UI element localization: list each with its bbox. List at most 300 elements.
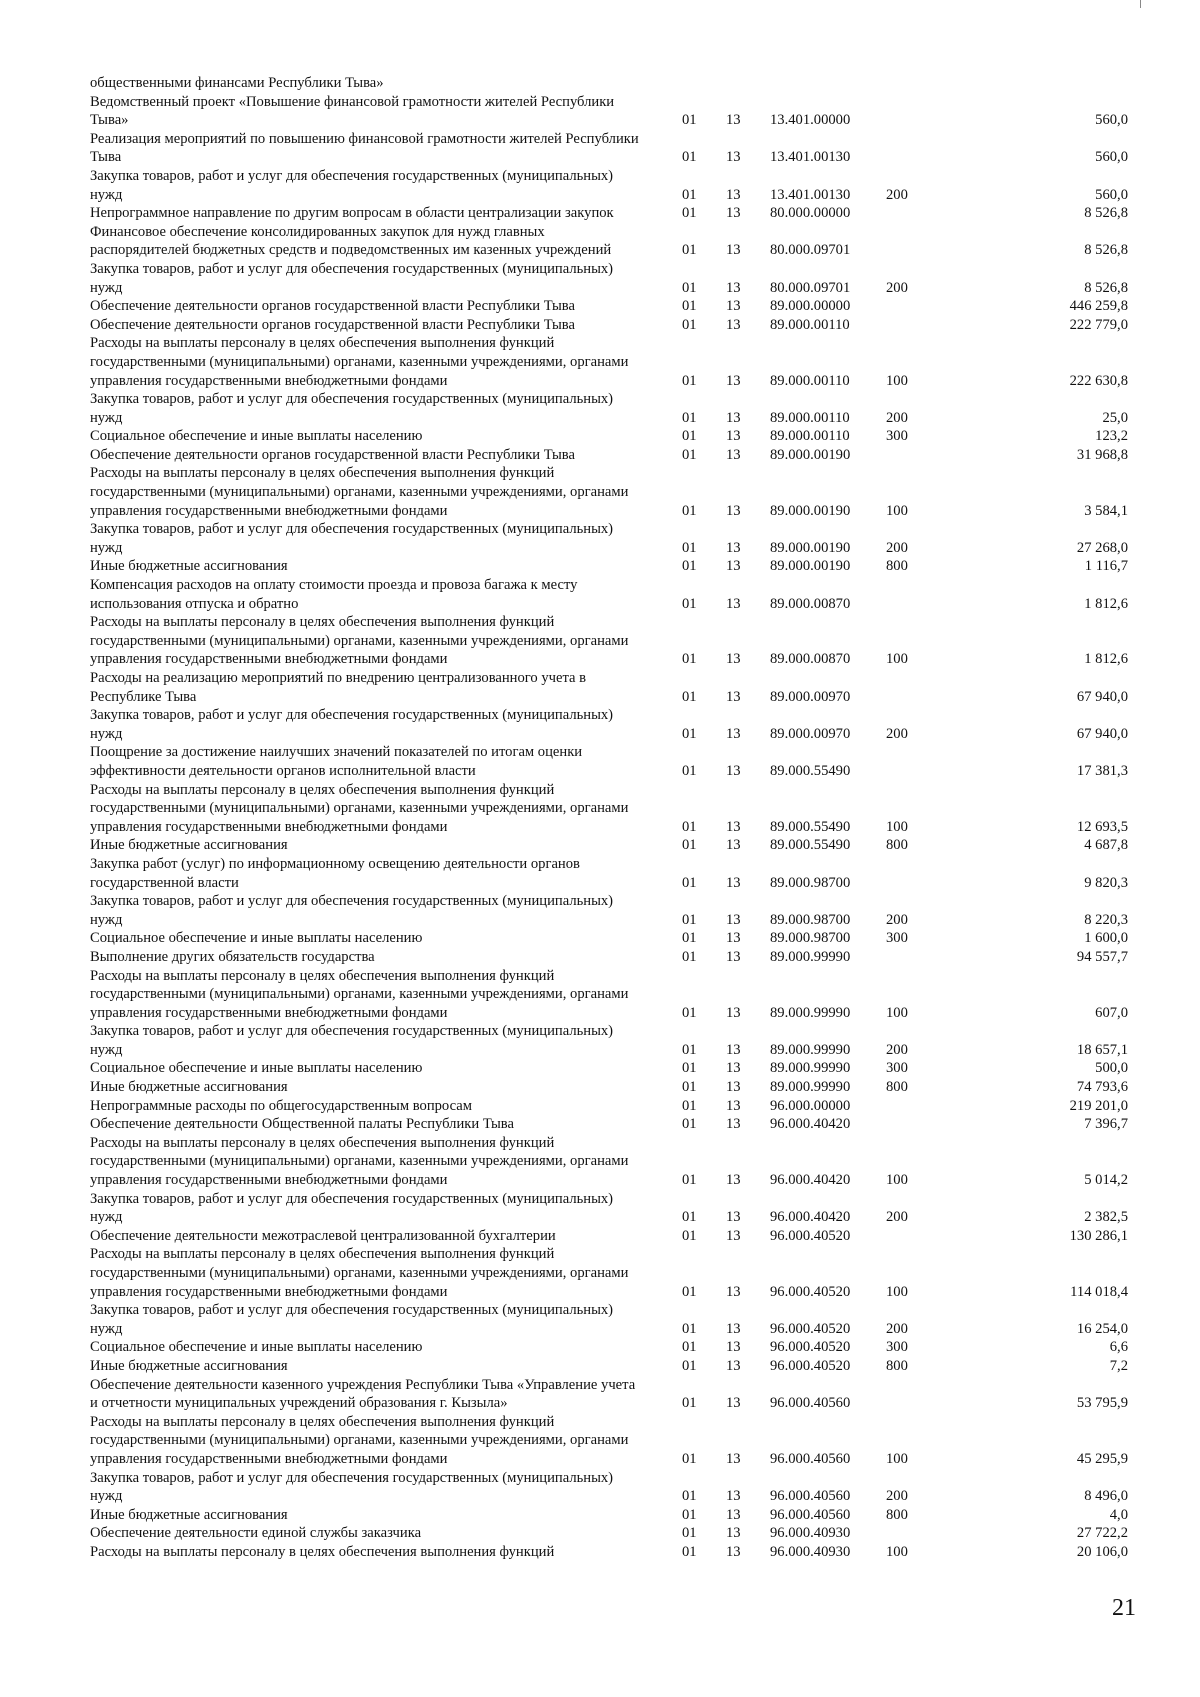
row-amount: 74 793,6 — [1076, 1079, 1128, 1096]
row-section-code: 01 — [682, 1450, 697, 1467]
row-name: Расходы на выплаты персоналу в целях обеспечения выполнения функций государственными (муниципальными) органами, казенными учреждениями, органами управления государственными внебюджетными фондами — [90, 614, 629, 668]
table-row — [90, 929, 1130, 948]
row-amount: 114 018,4 — [1070, 1283, 1128, 1300]
row-section-code: 01 — [682, 1116, 697, 1133]
row-section-code: 01 — [682, 446, 697, 463]
row-target-article-code: 89.000.00110 — [770, 372, 850, 389]
row-subsection-code: 13 — [726, 1041, 741, 1058]
table-row — [90, 1022, 1130, 1059]
row-target-article-code: 89.000.00190 — [770, 502, 851, 519]
row-section-code: 01 — [682, 539, 697, 556]
row-target-article-code: 89.000.99990 — [770, 1060, 851, 1077]
row-amount: 1 116,7 — [1084, 558, 1128, 575]
budget-table — [90, 74, 1130, 1562]
row-name: Расходы на выплаты персоналу в целях обеспечения выполнения функций государственными (муниципальными) органами, казенными учреждениями, органами управления государственными внебюджетными фондами — [90, 781, 629, 835]
row-name: Непрограммные расходы по общегосударственным вопросам — [90, 1097, 472, 1114]
table-row — [90, 1227, 1130, 1246]
row-amount: 130 286,1 — [1069, 1227, 1128, 1244]
row-expense-type-code — [886, 1524, 956, 1543]
row-subsection-code: 13 — [726, 837, 741, 854]
row-name: Обеспечение деятельности казенного учреждения Республики Тыва «Управление учета и отчетности муниципальных учреждений образования г. Кызыла» — [90, 1376, 636, 1412]
row-amount: 560,0 — [1095, 149, 1128, 166]
row-name: Компенсация расходов на оплату стоимости проезда и провоза багажа к месту использования отпуска и обратно — [90, 577, 578, 612]
row-section-code: 01 — [682, 1543, 697, 1560]
row-section-code: 01 — [682, 948, 697, 965]
row-amount: 219 201,0 — [1069, 1097, 1128, 1114]
row-subsection-code: 13 — [726, 279, 741, 296]
row-subsection-code: 13 — [726, 1097, 741, 1114]
row-amount: 9 820,3 — [1084, 874, 1128, 891]
table-row — [90, 520, 1130, 557]
row-amount: 45 295,9 — [1076, 1450, 1128, 1467]
row-expense-type-code: 100 — [886, 1283, 908, 1300]
row-amount: 16 254,0 — [1076, 1320, 1128, 1337]
row-target-article-code: 89.000.00970 — [770, 725, 851, 742]
row-name: Расходы на выплаты персоналу в целях обеспечения выполнения функций государственными (муниципальными) органами, казенными учреждениями, органами управления государственными внебюджетными фондами — [90, 465, 629, 519]
row-expense-type-code: 800 — [886, 837, 908, 854]
row-name: Обеспечение деятельности межотраслевой централизованной бухгалтерии — [90, 1227, 556, 1244]
row-section-code: 01 — [682, 1506, 697, 1523]
row-amount: 67 940,0 — [1076, 725, 1128, 742]
table-row — [90, 223, 1130, 260]
row-section-code: 01 — [682, 205, 697, 222]
row-amount: 607,0 — [1095, 1004, 1128, 1021]
page-number: 21 — [1112, 1595, 1136, 1621]
row-target-article-code: 89.000.55490 — [770, 762, 851, 779]
row-subsection-code: 13 — [726, 1395, 741, 1412]
row-expense-type-code — [886, 130, 956, 167]
row-amount: 67 940,0 — [1076, 688, 1128, 705]
row-expense-type-code: 200 — [886, 1320, 908, 1337]
row-target-article-code: 96.000.40560 — [770, 1506, 851, 1523]
row-target-article-code: 96.000.40420 — [770, 1172, 851, 1189]
table-row — [90, 967, 1130, 1023]
row-expense-type-code — [886, 204, 956, 223]
row-expense-type-code: 200 — [886, 279, 908, 296]
row-section-code: 01 — [682, 688, 697, 705]
row-expense-type-code: 100 — [886, 372, 908, 389]
row-target-article-code: 96.000.40560 — [770, 1450, 851, 1467]
row-amount: 446 259,8 — [1069, 298, 1128, 315]
row-name: Закупка работ (услуг) по информационному освещению деятельности органов государственной власти — [90, 855, 580, 891]
row-section-code: 01 — [682, 1395, 697, 1412]
row-amount: 7,2 — [1109, 1357, 1128, 1374]
table-row — [90, 1097, 1130, 1116]
row-section-code: 01 — [682, 762, 697, 779]
row-expense-type-code — [886, 316, 956, 335]
row-amount: 2 382,5 — [1084, 1209, 1128, 1226]
row-subsection-code: 13 — [726, 409, 741, 426]
row-name: Социальное обеспечение и иные выплаты населению — [90, 1060, 423, 1077]
row-target-article-code: 89.000.99990 — [770, 1004, 851, 1021]
row-name: Социальное обеспечение и иные выплаты населению — [90, 1339, 423, 1356]
row-expense-type-code: 800 — [886, 1506, 908, 1523]
row-amount: 1 812,6 — [1084, 651, 1128, 668]
row-target-article-code: 80.000.09701 — [770, 242, 851, 259]
row-section-code: 01 — [682, 1209, 697, 1226]
row-expense-type-code — [886, 948, 956, 967]
row-expense-type-code: 800 — [886, 1079, 908, 1096]
row-subsection-code: 13 — [726, 1079, 741, 1096]
row-target-article-code: 96.000.40520 — [770, 1227, 851, 1244]
row-amount: 123,2 — [1095, 428, 1128, 445]
table-row — [90, 836, 1130, 855]
row-subsection-code: 13 — [726, 186, 741, 203]
row-amount: 31 968,8 — [1076, 446, 1128, 463]
row-subsection-code: 13 — [726, 818, 741, 835]
row-section-code: 01 — [682, 186, 697, 203]
row-expense-type-code — [886, 1227, 956, 1246]
row-section-code: 01 — [682, 1060, 697, 1077]
row-target-article-code: 89.000.98700 — [770, 911, 851, 928]
row-subsection-code: 13 — [726, 1525, 741, 1542]
row-section-code: 01 — [682, 837, 697, 854]
row-subsection-code: 13 — [726, 1283, 741, 1300]
row-amount: 1 812,6 — [1084, 595, 1128, 612]
table-row — [90, 1543, 1130, 1562]
row-subsection-code: 13 — [726, 1004, 741, 1021]
row-expense-type-code: 200 — [886, 186, 908, 203]
row-name: Обеспечение деятельности органов государственной власти Республики Тыва — [90, 298, 575, 315]
row-amount: 560,0 — [1095, 186, 1128, 203]
row-name: Расходы на выплаты персоналу в целях обеспечения выполнения функций государственными (муниципальными) органами, казенными учреждениями, органами управления государственными внебюджетными фондами — [90, 1413, 629, 1467]
table-row — [90, 93, 1130, 130]
row-target-article-code: 89.000.98700 — [770, 874, 851, 891]
table-row — [90, 427, 1130, 446]
row-section-code: 01 — [682, 1339, 697, 1356]
row-expense-type-code — [886, 223, 956, 260]
row-section-code: 01 — [682, 930, 697, 947]
row-amount: 27 722,2 — [1076, 1525, 1128, 1542]
row-target-article-code: 96.000.40930 — [770, 1543, 851, 1560]
row-name: Реализация мероприятий по повышению финансовой грамотности жителей Республики Тыва — [90, 130, 639, 166]
row-target-article-code: 96.000.40420 — [770, 1116, 851, 1133]
row-expense-type-code: 800 — [886, 558, 908, 575]
row-target-article-code: 89.000.00110 — [770, 428, 850, 445]
row-name: Расходы на выплаты персоналу в целях обеспечения выполнения функций государственными (муниципальными) органами, казенными учреждениями, органами управления государственными внебюджетными фондами — [90, 335, 629, 389]
row-section-code: 01 — [682, 409, 697, 426]
row-target-article-code: 89.000.99990 — [770, 948, 851, 965]
row-expense-type-code: 100 — [886, 1172, 908, 1189]
row-amount: 27 268,0 — [1076, 539, 1128, 556]
table-row — [90, 390, 1130, 427]
table-row — [90, 855, 1130, 892]
row-section-code: 01 — [682, 1004, 697, 1021]
row-expense-type-code — [886, 74, 956, 93]
row-subsection-code: 13 — [726, 502, 741, 519]
row-amount: 6,6 — [1109, 1339, 1128, 1356]
row-subsection-code: 13 — [726, 688, 741, 705]
row-subsection-code: 13 — [726, 1060, 741, 1077]
row-subsection-code: 13 — [726, 651, 741, 668]
table-row — [90, 1469, 1130, 1506]
row-name: Иные бюджетные ассигнования — [90, 558, 288, 575]
table-row — [90, 74, 1130, 93]
row-name: Непрограммное направление по другим вопросам в области централизации закупок — [90, 205, 614, 222]
row-name: Социальное обеспечение и иные выплаты населению — [90, 930, 423, 947]
row-amount: 8 496,0 — [1084, 1488, 1128, 1505]
row-expense-type-code: 100 — [886, 818, 908, 835]
row-section-code: 01 — [682, 1227, 697, 1244]
table-row — [90, 1115, 1130, 1134]
row-target-article-code: 89.000.00970 — [770, 688, 851, 705]
row-amount: 8 220,3 — [1084, 911, 1128, 928]
row-section-code: 01 — [682, 1097, 697, 1114]
row-section-code: 01 — [682, 1041, 697, 1058]
row-target-article-code: 89.000.55490 — [770, 837, 851, 854]
row-name: Обеспечение деятельности единой службы заказчика — [90, 1525, 422, 1542]
row-expense-type-code: 100 — [886, 502, 908, 519]
row-expense-type-code: 200 — [886, 911, 908, 928]
table-row — [90, 1301, 1130, 1338]
row-name: Ведомственный проект «Повышение финансовой грамотности жителей Республики Тыва» — [90, 93, 615, 129]
row-section-code: 01 — [682, 595, 697, 612]
row-amount: 8 526,8 — [1084, 242, 1128, 259]
row-target-article-code: 89.000.99990 — [770, 1041, 851, 1058]
row-name: Закупка товаров, работ и услуг для обеспечения государственных (муниципальных) нужд — [90, 707, 614, 742]
row-section-code: 01 — [682, 874, 697, 891]
row-subsection-code: 13 — [726, 725, 741, 742]
row-section-code: 01 — [682, 242, 697, 259]
row-expense-type-code — [886, 576, 956, 613]
row-subsection-code: 13 — [726, 205, 741, 222]
row-expense-type-code: 300 — [886, 1060, 908, 1077]
row-expense-type-code: 200 — [886, 409, 908, 426]
row-section-code: 01 — [682, 1357, 697, 1374]
row-amount: 222 630,8 — [1069, 372, 1128, 389]
table-row — [90, 130, 1130, 167]
row-name: Обеспечение деятельности Общественной палаты Республики Тыва — [90, 1116, 514, 1133]
row-name: Финансовое обеспечение консолидированных закупок для нужд главных распорядителей бюджетных средств и подведомственных им казенных учреждений — [90, 223, 612, 259]
row-subsection-code: 13 — [726, 298, 741, 315]
row-expense-type-code: 200 — [886, 1488, 908, 1505]
row-target-article-code: 96.000.40560 — [770, 1395, 851, 1412]
table-row — [90, 1059, 1130, 1078]
row-expense-type-code: 100 — [886, 1004, 908, 1021]
row-target-article-code: 13.401.00130 — [770, 149, 851, 166]
row-expense-type-code: 100 — [886, 651, 908, 668]
row-subsection-code: 13 — [726, 595, 741, 612]
table-row — [90, 669, 1130, 706]
row-subsection-code: 13 — [726, 372, 741, 389]
row-expense-type-code: 800 — [886, 1357, 908, 1374]
row-section-code: 01 — [682, 911, 697, 928]
row-subsection-code: 13 — [726, 1506, 741, 1523]
row-target-article-code: 13.401.00000 — [770, 112, 851, 129]
row-target-article-code: 89.000.55490 — [770, 818, 851, 835]
row-name: общественными финансами Республики Тыва» — [90, 75, 384, 91]
row-name: Иные бюджетные ассигнования — [90, 1357, 288, 1374]
row-section-code: 01 — [682, 149, 697, 166]
table-row — [90, 557, 1130, 576]
row-section-code: 01 — [682, 1079, 697, 1096]
table-row — [90, 576, 1130, 613]
row-amount: 560,0 — [1095, 112, 1128, 129]
row-name: Обеспечение деятельности органов государственной власти Республики Тыва — [90, 316, 575, 333]
row-amount: 222 779,0 — [1069, 316, 1128, 333]
scan-edge-mark — [1140, 0, 1141, 8]
row-section-code: 01 — [682, 818, 697, 835]
table-row — [90, 948, 1130, 967]
row-subsection-code: 13 — [726, 539, 741, 556]
row-section-code: 01 — [682, 1172, 697, 1189]
row-target-article-code: 89.000.00000 — [770, 298, 851, 315]
row-name: Закупка товаров, работ и услуг для обеспечения государственных (муниципальных) нужд — [90, 1190, 614, 1226]
row-target-article-code: 96.000.00000 — [770, 1097, 851, 1114]
row-name: Закупка товаров, работ и услуг для обеспечения государственных (муниципальных) нужд — [90, 260, 614, 296]
table-row — [90, 297, 1130, 316]
table-row — [90, 167, 1130, 204]
row-subsection-code: 13 — [726, 1488, 741, 1505]
row-section-code: 01 — [682, 651, 697, 668]
row-subsection-code: 13 — [726, 1227, 741, 1244]
row-name: Выполнение других обязательств государства — [90, 948, 375, 965]
row-name: Закупка товаров, работ и услуг для обеспечения государственных (муниципальных) нужд — [90, 1469, 614, 1505]
row-amount: 5 014,2 — [1084, 1172, 1128, 1189]
row-section-code: 01 — [682, 725, 697, 742]
row-expense-type-code: 100 — [886, 1543, 908, 1560]
row-amount: 4 687,8 — [1084, 837, 1128, 854]
row-subsection-code: 13 — [726, 1450, 741, 1467]
row-amount: 4,0 — [1109, 1506, 1128, 1523]
table-row — [90, 1506, 1130, 1525]
row-target-article-code: 13.401.00130 — [770, 186, 851, 203]
row-expense-type-code: 300 — [886, 930, 908, 947]
row-expense-type-code — [886, 669, 956, 706]
row-target-article-code: 96.000.40520 — [770, 1339, 851, 1356]
row-amount: 8 526,8 — [1084, 279, 1128, 296]
row-expense-type-code — [886, 93, 956, 130]
row-name: Закупка товаров, работ и услуг для обеспечения государственных (муниципальных) нужд — [90, 167, 614, 203]
row-amount: 17 381,3 — [1076, 762, 1128, 779]
table-row — [90, 1078, 1130, 1097]
row-expense-type-code: 300 — [886, 1339, 908, 1356]
row-expense-type-code: 300 — [886, 428, 908, 445]
row-target-article-code: 89.000.00110 — [770, 316, 850, 333]
row-expense-type-code — [886, 1115, 956, 1134]
row-name: Расходы на выплаты персоналу в целях обеспечения выполнения функций государственными (муниципальными) органами, казенными учреждениями, органами управления государственными внебюджетными фондами — [90, 1134, 629, 1189]
row-subsection-code: 13 — [726, 1357, 741, 1374]
row-target-article-code: 96.000.40520 — [770, 1357, 851, 1374]
row-target-article-code: 96.000.40520 — [770, 1320, 851, 1337]
row-subsection-code: 13 — [726, 1116, 741, 1133]
row-target-article-code: 89.000.00190 — [770, 446, 851, 463]
row-subsection-code: 13 — [726, 874, 741, 891]
table-row — [90, 892, 1130, 929]
row-section-code: 01 — [682, 502, 697, 519]
row-amount: 7 396,7 — [1084, 1116, 1128, 1133]
row-amount — [956, 74, 1130, 93]
row-name: Обеспечение деятельности органов государственной власти Республики Тыва — [90, 446, 575, 463]
row-expense-type-code — [886, 1097, 956, 1116]
table-row — [90, 743, 1130, 780]
table-row — [90, 1524, 1130, 1543]
row-subsection-code — [722, 74, 770, 93]
row-section-code: 01 — [682, 298, 697, 315]
table-row — [90, 706, 1130, 743]
row-amount: 1 600,0 — [1084, 930, 1128, 947]
row-section-code: 01 — [682, 428, 697, 445]
row-amount: 8 526,8 — [1084, 205, 1128, 222]
row-section-code: 01 — [682, 1320, 697, 1337]
row-subsection-code: 13 — [726, 446, 741, 463]
row-section-code: 01 — [682, 112, 697, 129]
row-section-code: 01 — [682, 1488, 697, 1505]
table-row — [90, 613, 1130, 669]
row-amount: 12 693,5 — [1076, 818, 1128, 835]
row-amount: 3 584,1 — [1084, 502, 1128, 519]
row-amount: 500,0 — [1095, 1060, 1128, 1077]
row-target-article-code: 80.000.00000 — [770, 205, 851, 222]
row-target-article-code: 89.000.00110 — [770, 409, 850, 426]
row-subsection-code: 13 — [726, 316, 741, 333]
row-subsection-code: 13 — [726, 1320, 741, 1337]
row-target-article-code — [770, 74, 886, 93]
row-name: Поощрение за достижение наилучших значений показателей по итогам оценки эффективности деятельности органов исполнительной власти — [90, 744, 583, 779]
row-subsection-code: 13 — [726, 242, 741, 259]
row-expense-type-code — [886, 446, 956, 465]
row-name: Расходы на выплаты персоналу в целях обеспечения выполнения функций — [90, 1543, 555, 1560]
row-section-code: 01 — [682, 372, 697, 389]
row-subsection-code: 13 — [726, 558, 741, 575]
table-row — [90, 204, 1130, 223]
row-target-article-code: 96.000.40560 — [770, 1488, 851, 1505]
table-row — [90, 1190, 1130, 1227]
row-subsection-code: 13 — [726, 428, 741, 445]
row-section-code: 01 — [682, 558, 697, 575]
table-row — [90, 1376, 1130, 1413]
table-row — [90, 1357, 1130, 1376]
table-row — [90, 316, 1130, 335]
row-target-article-code: 96.000.40420 — [770, 1209, 851, 1226]
table-row — [90, 464, 1130, 520]
table-row — [90, 1245, 1130, 1301]
row-subsection-code: 13 — [726, 930, 741, 947]
row-expense-type-code: 200 — [886, 725, 908, 742]
row-name: Расходы на реализацию мероприятий по внедрению централизованного учета в Республике Тыва — [90, 670, 587, 705]
row-name: Иные бюджетные ассигнования — [90, 1079, 288, 1096]
table-row — [90, 1134, 1130, 1190]
row-target-article-code: 89.000.99990 — [770, 1079, 851, 1096]
row-expense-type-code — [886, 297, 956, 316]
row-target-article-code: 96.000.40520 — [770, 1283, 851, 1300]
row-section-code — [678, 74, 722, 93]
table-row — [90, 334, 1130, 390]
row-amount: 25,0 — [1102, 409, 1128, 426]
row-amount: 18 657,1 — [1076, 1041, 1128, 1058]
row-subsection-code: 13 — [726, 1209, 741, 1226]
table-row — [90, 1413, 1130, 1469]
row-expense-type-code — [886, 1376, 956, 1413]
row-expense-type-code: 200 — [886, 539, 908, 556]
row-section-code: 01 — [682, 1283, 697, 1300]
table-row — [90, 781, 1130, 837]
row-subsection-code: 13 — [726, 948, 741, 965]
row-name: Иные бюджетные ассигнования — [90, 837, 288, 854]
row-target-article-code: 89.000.00190 — [770, 539, 851, 556]
row-subsection-code: 13 — [726, 911, 741, 928]
row-expense-type-code — [886, 855, 956, 892]
row-name: Иные бюджетные ассигнования — [90, 1506, 288, 1523]
row-name: Закупка товаров, работ и услуг для обеспечения государственных (муниципальных) нужд — [90, 1023, 614, 1058]
row-target-article-code: 89.000.00870 — [770, 651, 851, 668]
row-name: Социальное обеспечение и иные выплаты населению — [90, 428, 423, 445]
row-subsection-code: 13 — [726, 149, 741, 166]
row-name: Закупка товаров, работ и услуг для обеспечения государственных (муниципальных) нужд — [90, 893, 614, 928]
table-row — [90, 1338, 1130, 1357]
table-row — [90, 260, 1130, 297]
row-name: Расходы на выплаты персоналу в целях обеспечения выполнения функций государственными (муниципальными) органами, казенными учреждениями, органами управления государственными внебюджетными фондами — [90, 1246, 629, 1300]
